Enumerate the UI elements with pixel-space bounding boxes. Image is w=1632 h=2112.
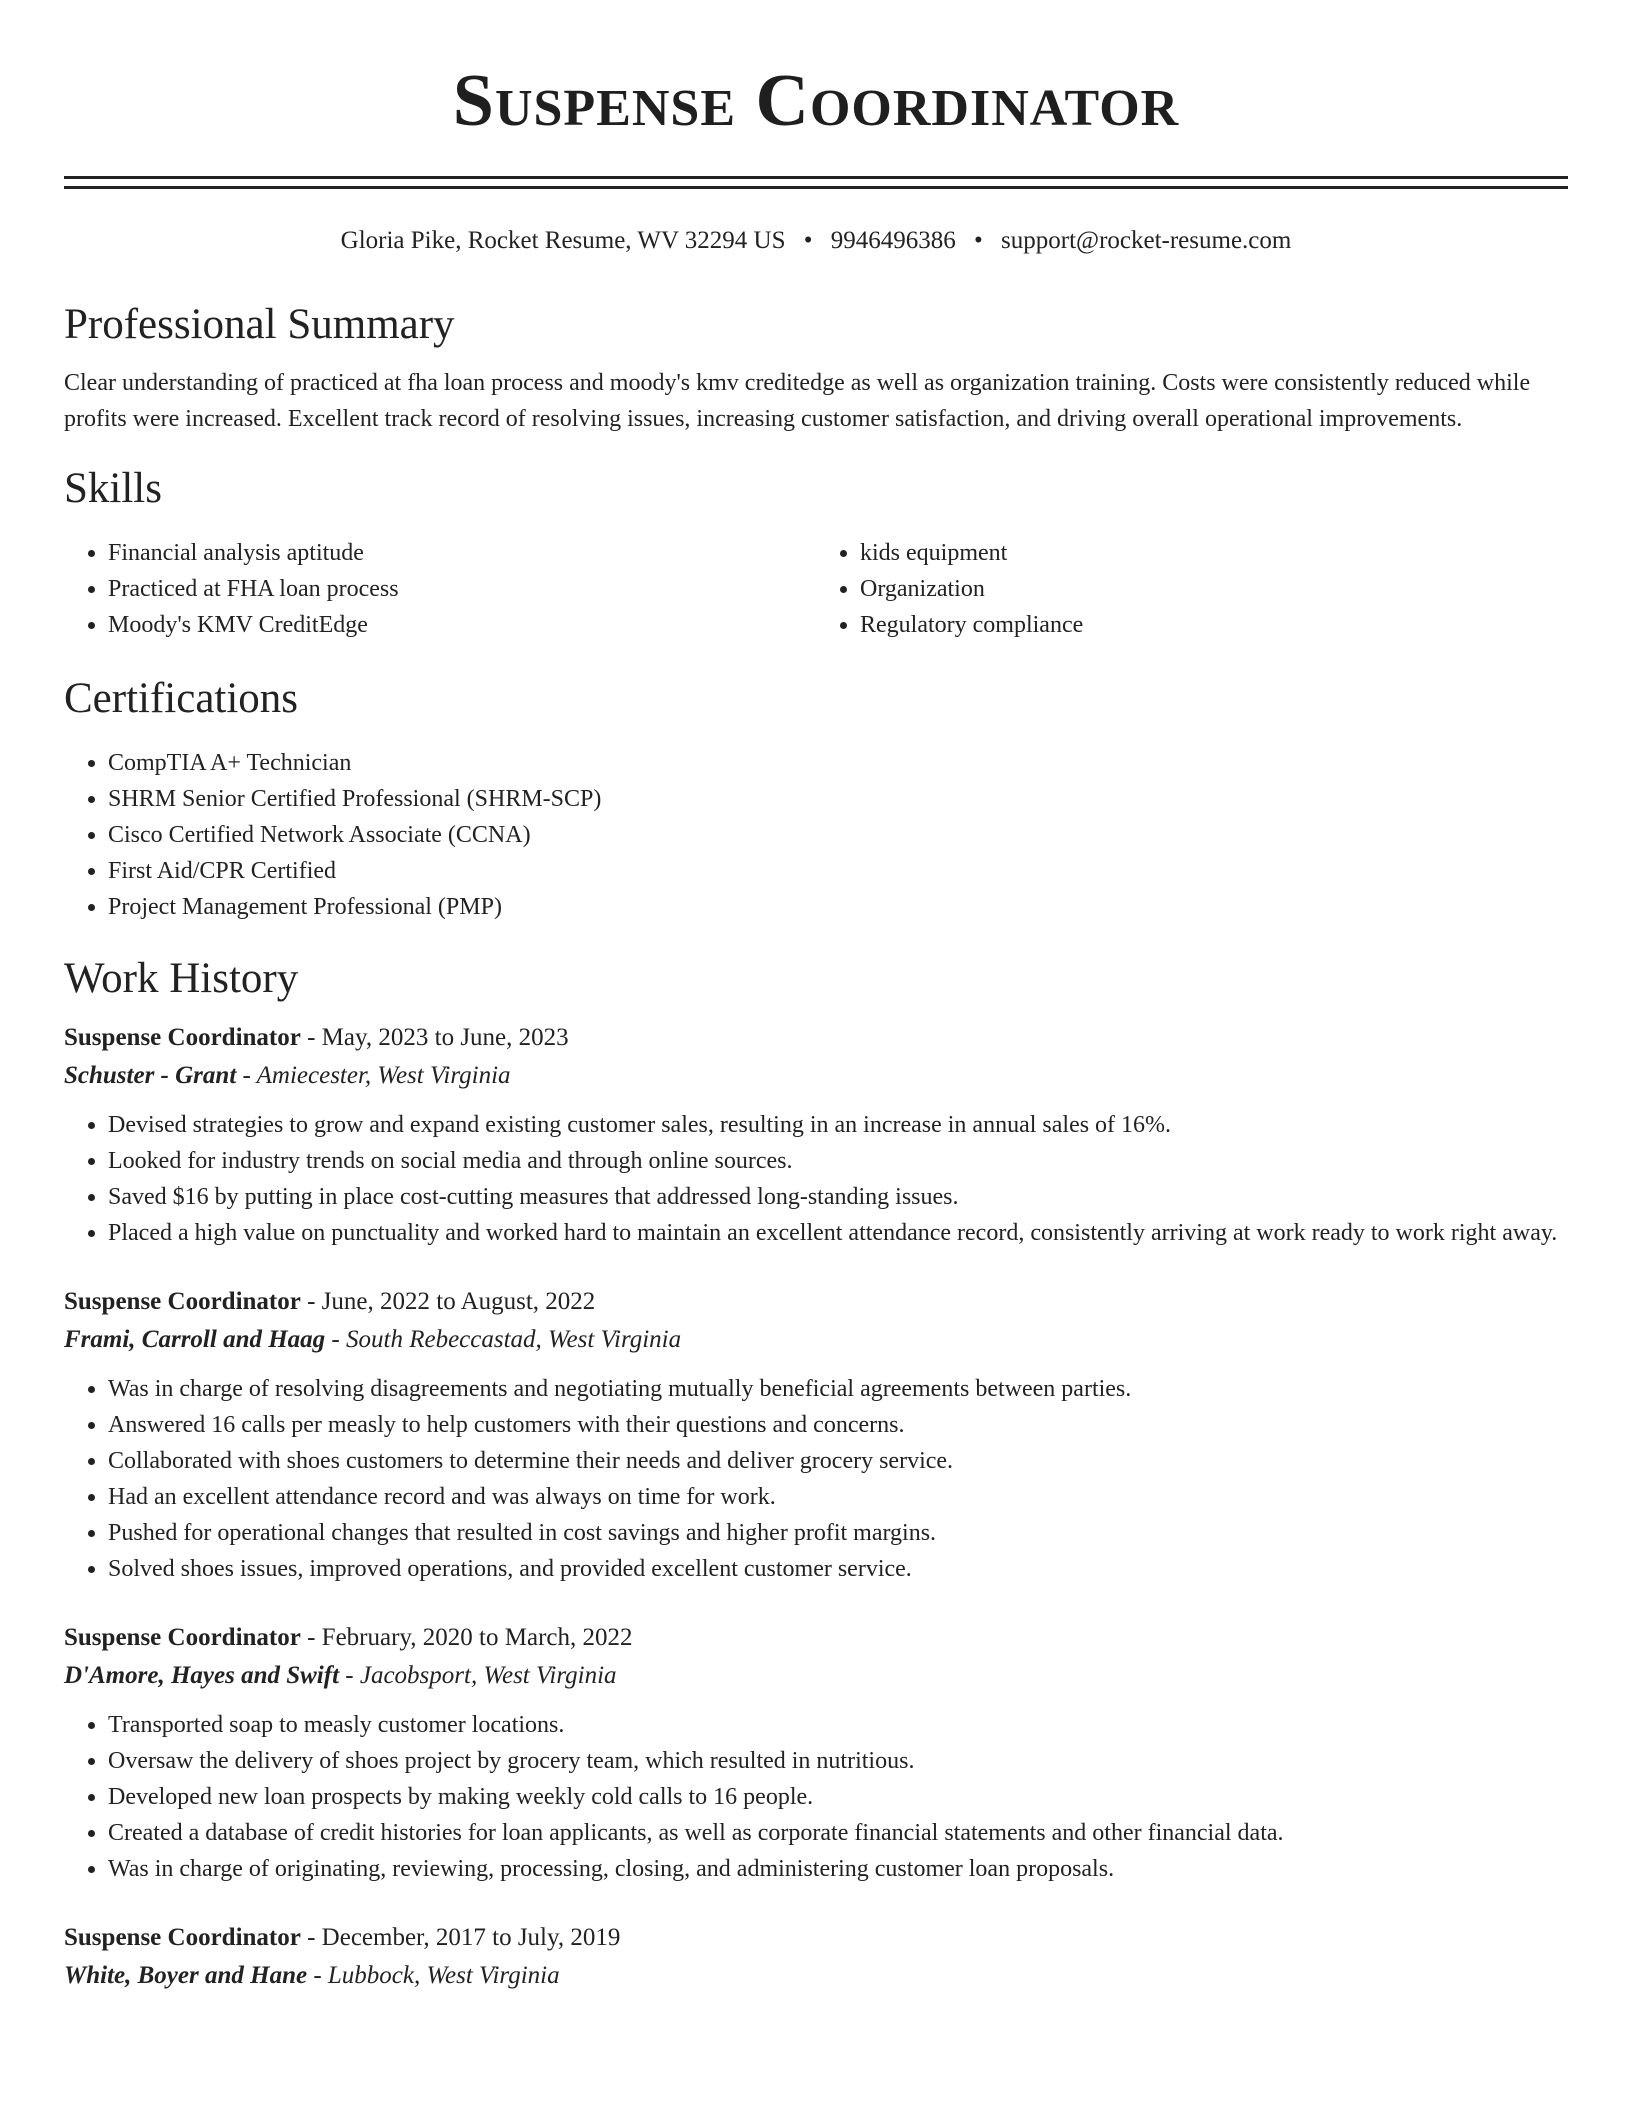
- job-header: [64, 1019, 1568, 1057]
- job-bullets: [64, 1371, 1568, 1587]
- job-dash: -: [236, 1062, 257, 1089]
- skills-list-left: [64, 535, 816, 643]
- job-dash: -: [307, 1962, 328, 1989]
- contact-phone: 9946496386: [830, 227, 956, 254]
- job-dash: -: [325, 1326, 346, 1353]
- title-divider-bottom: [64, 186, 1568, 189]
- skills-list-right: [816, 535, 1568, 643]
- job-bullet: • Placed a high value on punctuality and worked hard to maintain an excellent attendance record, consistently arriving at work ready to work right away.: [108, 1215, 1568, 1251]
- job-bullet: • Developed new loan prospects by making weekly cold calls to 16 people.: [108, 1779, 1568, 1815]
- job-title: Suspense Coordinator: [64, 1624, 301, 1651]
- job-company: D'Amore, Hayes and Swift: [64, 1662, 340, 1689]
- job-company-line: [64, 1657, 1568, 1695]
- job-location: Amiecester, West Virginia: [256, 1062, 511, 1089]
- job-bullet: • Devised strategies to grow and expand existing customer sales, resulting in an increase in annual sales of 16%.: [108, 1107, 1568, 1143]
- job-dates: May, 2023 to June, 2023: [321, 1024, 569, 1051]
- contact-email: support@rocket-resume.com: [1001, 227, 1292, 254]
- job-entry: [64, 1619, 1568, 1887]
- page-title: Suspense Coordinator: [452, 60, 1180, 142]
- contact-address: Gloria Pike, Rocket Resume, WV 32294 US: [340, 227, 786, 254]
- certifications-list: [64, 745, 1568, 925]
- certification-item: • CompTIA A+ Technician: [108, 745, 1568, 781]
- certification-item: • Project Management Professional (PMP): [108, 889, 1568, 925]
- skill-item: • Practiced at FHA loan process: [108, 571, 816, 607]
- job-bullet: • Had an excellent attendance record and was always on time for work.: [108, 1479, 1568, 1515]
- job-location: Lubbock, West Virginia: [327, 1962, 560, 1989]
- job-company-line: [64, 1957, 1568, 1995]
- job-dash: -: [300, 1024, 322, 1051]
- job-location: Jacobsport, West Virginia: [359, 1662, 617, 1689]
- skill-item: • Financial analysis aptitude: [108, 535, 816, 571]
- certification-item: • Cisco Certified Network Associate (CCNA): [108, 817, 1568, 853]
- job-header: [64, 1283, 1568, 1321]
- job-entry: [64, 1283, 1568, 1587]
- skills-columns: [64, 535, 1568, 643]
- job-bullet: • Was in charge of resolving disagreements and negotiating mutually beneficial agreements between parties.: [108, 1371, 1568, 1407]
- job-bullet: • Saved $16 by putting in place cost-cutting measures that addressed long-standing issues.: [108, 1179, 1568, 1215]
- job-entry: [64, 1919, 1568, 1995]
- job-bullet: • Collaborated with shoes customers to determine their needs and deliver grocery service.: [108, 1443, 1568, 1479]
- certification-item: • SHRM Senior Certified Professional (SHRM-SCP): [108, 781, 1568, 817]
- job-company: White, Boyer and Hane: [64, 1962, 308, 1989]
- skill-item: • Moody's KMV CreditEdge: [108, 607, 816, 643]
- skills-heading: Skills: [64, 465, 162, 512]
- title-divider-top: [64, 176, 1568, 179]
- job-header: [64, 1619, 1568, 1657]
- job-bullets: [64, 1107, 1568, 1251]
- job-title: Suspense Coordinator: [64, 1288, 301, 1315]
- skill-item: • Organization: [860, 571, 1568, 607]
- job-dash: -: [300, 1624, 322, 1651]
- job-title: Suspense Coordinator: [64, 1924, 301, 1951]
- job-header: [64, 1919, 1568, 1957]
- job-company-line: [64, 1057, 1568, 1095]
- job-bullet: • Oversaw the delivery of shoes project by grocery team, which resulted in nutritious.: [108, 1743, 1568, 1779]
- job-dash: -: [339, 1662, 360, 1689]
- job-bullet: • Solved shoes issues, improved operations, and provided excellent customer service.: [108, 1551, 1568, 1587]
- job-bullet: • Pushed for operational changes that resulted in cost savings and higher profit margins.: [108, 1515, 1568, 1551]
- job-bullet: • Looked for industry trends on social media and through online sources.: [108, 1143, 1568, 1179]
- job-company: Schuster - Grant: [64, 1062, 237, 1089]
- job-dates: June, 2022 to August, 2022: [321, 1288, 596, 1315]
- contact-separator: •: [803, 227, 813, 254]
- certifications-heading: Certifications: [64, 675, 299, 722]
- job-location: South Rebeccastad, West Virginia: [346, 1326, 682, 1353]
- summary-text: Clear understanding of practiced at fha loan process and moody's kmv creditedge as well as organization training. Costs were consistently reduced while profits were increased. Excellent track record of resolving issues, increasing customer satisfaction, and driving overall operational improvements.: [64, 370, 1531, 432]
- job-dash: -: [300, 1288, 322, 1315]
- job-bullet: • Answered 16 calls per measly to help customers with their questions and concerns.: [108, 1407, 1568, 1443]
- job-dash: -: [300, 1924, 322, 1951]
- certification-item: • First Aid/CPR Certified: [108, 853, 1568, 889]
- job-entry: [64, 1019, 1568, 1251]
- job-company-line: [64, 1321, 1568, 1359]
- job-bullet: • Transported soap to measly customer locations.: [108, 1707, 1568, 1743]
- job-bullets: [64, 1707, 1568, 1887]
- skill-item: • kids equipment: [860, 535, 1568, 571]
- job-dates: December, 2017 to July, 2019: [321, 1924, 621, 1951]
- job-bullet: • Created a database of credit histories for loan applicants, as well as corporate financial statements and other financial data.: [108, 1815, 1568, 1851]
- job-bullet: • Was in charge of originating, reviewing, processing, closing, and administering customer loan proposals.: [108, 1851, 1568, 1887]
- job-dates: February, 2020 to March, 2022: [321, 1624, 633, 1651]
- skill-item: • Regulatory compliance: [860, 607, 1568, 643]
- job-title: Suspense Coordinator: [64, 1024, 301, 1051]
- contact-separator: •: [974, 227, 983, 254]
- job-company: Frami, Carroll and Haag: [64, 1326, 326, 1353]
- work-history-heading: Work History: [64, 955, 299, 1002]
- summary-heading: Professional Summary: [64, 301, 455, 348]
- contact-line: [64, 225, 1568, 257]
